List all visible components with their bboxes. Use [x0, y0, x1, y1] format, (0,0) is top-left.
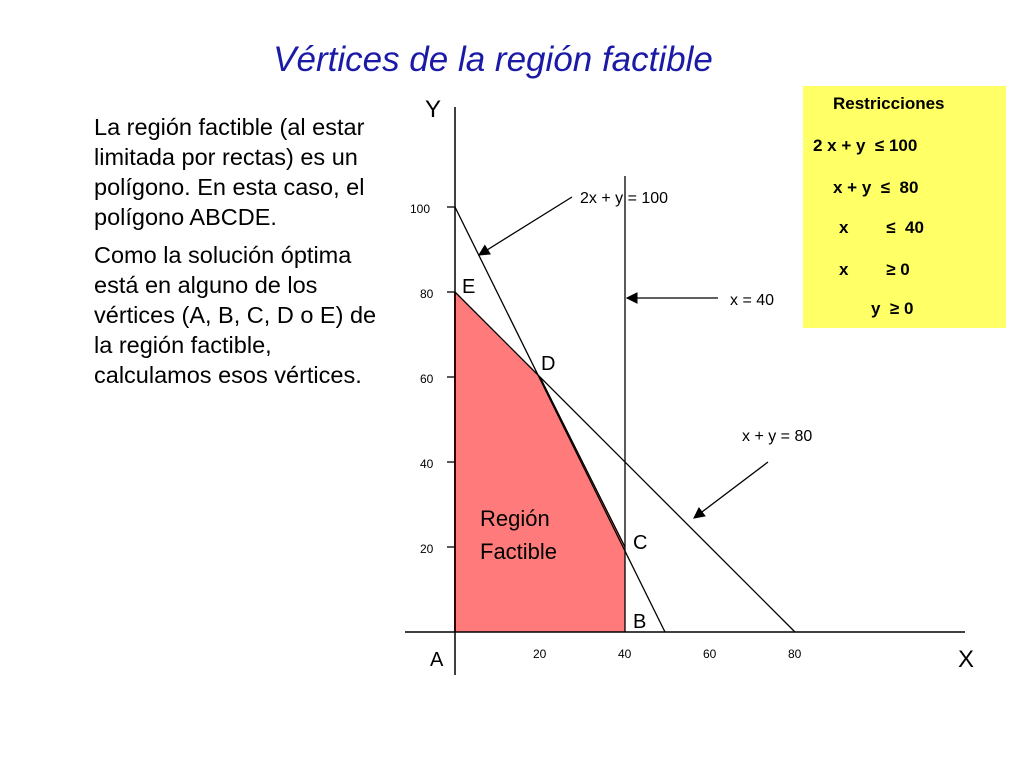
region-label-2: Factible	[480, 539, 558, 564]
y-axis-label: Y	[425, 96, 442, 123]
x-tick-label-60: 60	[703, 647, 717, 661]
vertex-d: D	[541, 353, 556, 375]
page-title: Vértices de la región factible	[273, 40, 713, 79]
y-tick-label-80: 80	[420, 287, 434, 301]
y-axis-ticks	[447, 207, 455, 547]
restriction-4: x ≥ 0	[839, 260, 910, 279]
restriction-2: x + y ≤ 80	[833, 178, 919, 197]
restriction-5: y ≥ 0	[871, 299, 914, 318]
restrictions-heading: Restricciones	[833, 94, 945, 113]
label-2x-plus-y-100: 2x + y = 100	[580, 190, 669, 207]
arrow-x-plus-y-80	[694, 462, 768, 518]
vertex-a: A	[430, 649, 444, 671]
label-x-plus-y-80: x + y = 80	[742, 428, 813, 445]
vertex-b: B	[633, 611, 647, 633]
y-tick-label-20: 20	[420, 542, 434, 556]
paragraph-1: La región factible (al estar limitada por rectas) es un polígono. En esta caso, el polígono ABCDE.	[94, 114, 365, 230]
y-tick-label-40: 40	[420, 457, 434, 471]
paragraph-2: Como la solución óptima está en alguno de los vértices (A, B, C, D o E) de la región factible, calculamos esos vértices.	[94, 242, 377, 388]
x-tick-label-20: 20	[533, 647, 547, 661]
restriction-1: 2 x + y ≤ 100	[813, 136, 918, 155]
y-tick-label-100: 100	[410, 202, 431, 216]
vertex-e: E	[462, 276, 476, 298]
feasible-region	[455, 292, 625, 632]
x-axis-label: X	[958, 646, 975, 673]
arrow-2x-plus-y-100	[479, 197, 572, 255]
x-tick-label-40: 40	[618, 647, 632, 661]
label-x-40: x = 40	[730, 292, 775, 309]
x-tick-label-80: 80	[788, 647, 802, 661]
restriction-3: x ≤ 40	[839, 218, 924, 237]
y-tick-label-60: 60	[420, 372, 434, 386]
vertex-c: C	[633, 532, 648, 554]
region-label-1: Región	[480, 506, 550, 531]
